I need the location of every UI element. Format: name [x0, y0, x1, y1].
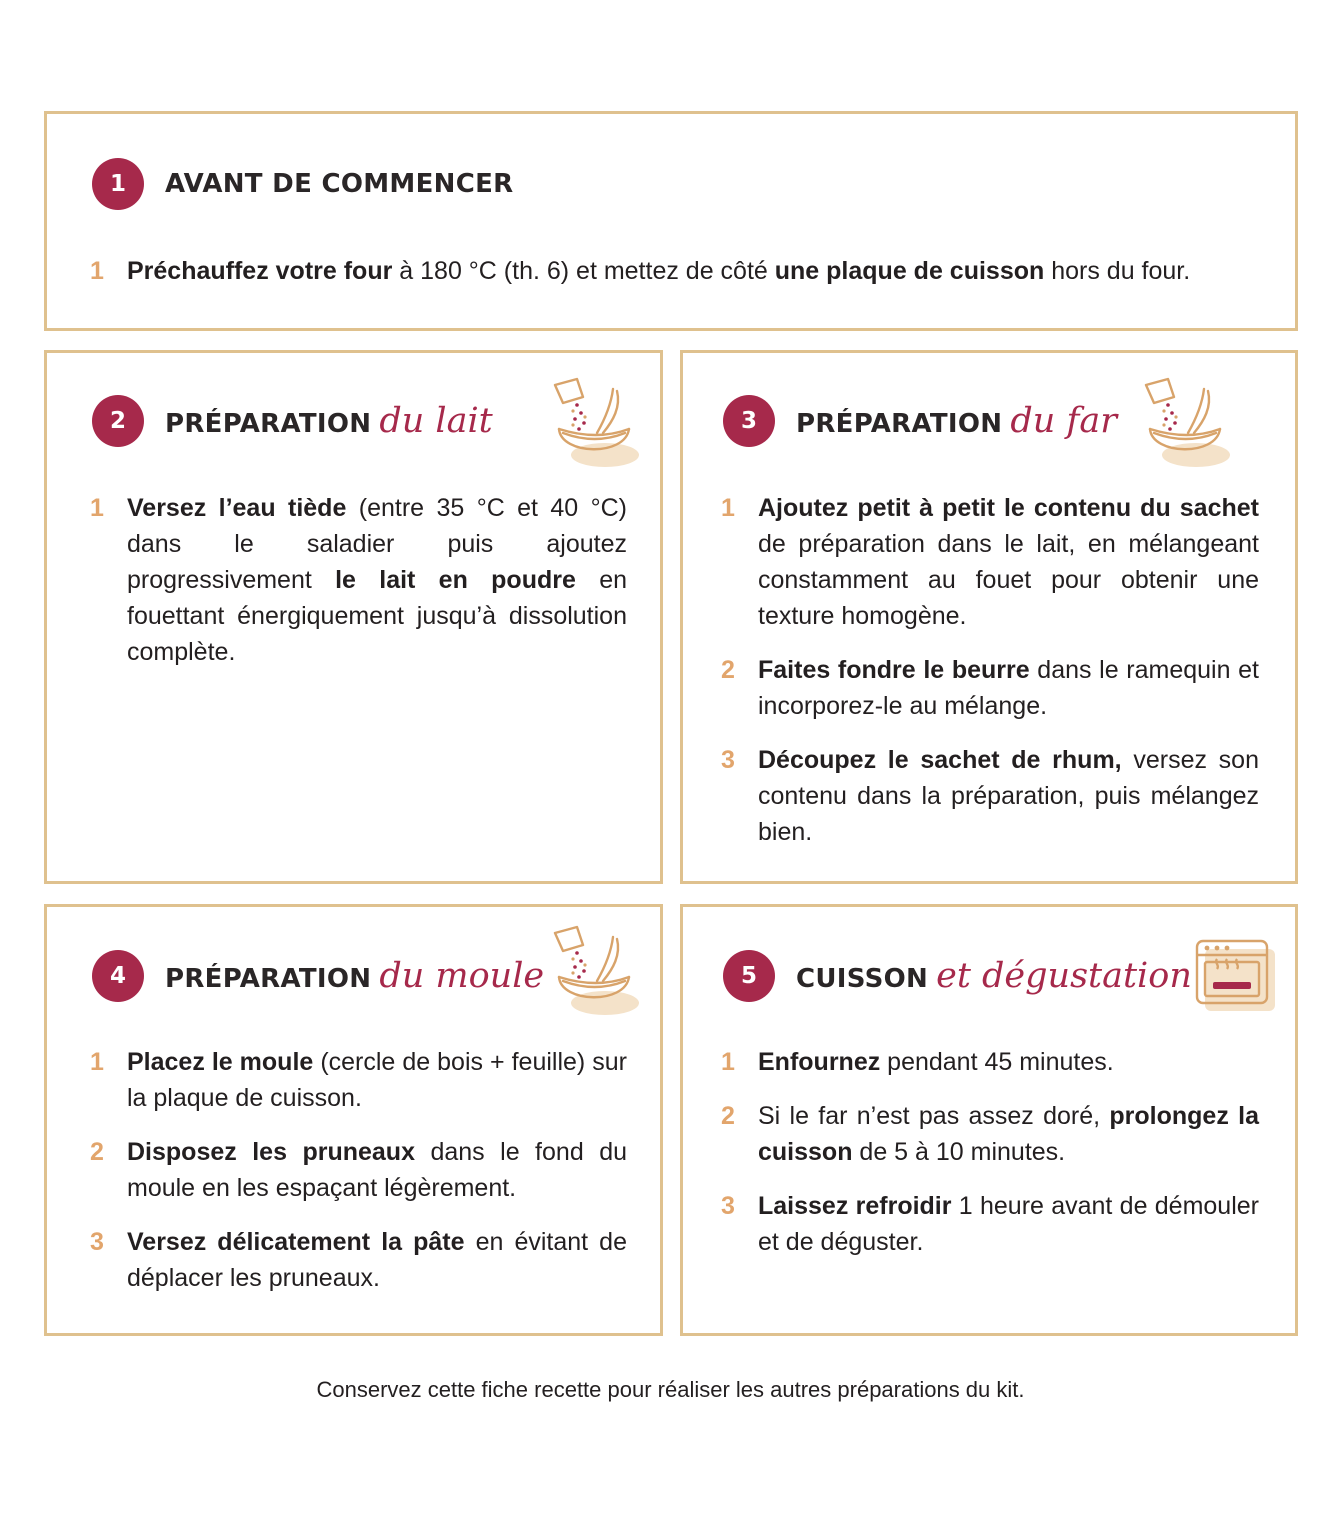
step-text-bold: Enfournez: [758, 1048, 881, 1076]
mixing-bowl-icon: [547, 375, 643, 476]
step-text-regular: (cercle de bois + feuille) sur la plaque de cuisson.: [127, 1048, 627, 1112]
step-number: 3: [721, 1192, 735, 1220]
step-list: [90, 490, 627, 688]
step-item: [721, 1098, 1259, 1170]
step-item: [721, 490, 1259, 634]
step-text-bold: Disposez les pruneaux: [127, 1138, 415, 1166]
step-number: 2: [90, 1138, 104, 1166]
step-number: 1: [90, 257, 104, 285]
step-list: [721, 490, 1259, 868]
step-text-regular: 1 heure avant de démouler et de déguster.: [758, 1192, 1259, 1256]
step-text-regular: de 5 à 10 minutes.: [852, 1138, 1066, 1166]
section-title: [165, 401, 493, 441]
step-item: [721, 1188, 1259, 1260]
step-text-regular: à 180 °C (th. 6) et mettez de côté: [392, 257, 775, 285]
step-text: [758, 1188, 1259, 1260]
step-text-bold: Laissez refroidir: [758, 1192, 952, 1220]
section-number-badge: 1: [92, 158, 144, 210]
section-title-main: PRÉPARATION: [796, 409, 1003, 439]
step-text-bold: Faites fondre le beurre: [758, 656, 1030, 684]
step-text-regular: en fouettant énergiquement jusqu’à dissolution complète.: [127, 566, 628, 666]
section-preparation-du-moule: [44, 904, 663, 1336]
step-item: [721, 742, 1259, 850]
step-item: [90, 253, 1260, 289]
step-text: [758, 652, 1259, 724]
step-text-regular: dans le ramequin et incorporez-le au mélange.: [758, 656, 1259, 720]
step-text: [127, 1044, 627, 1116]
section-title-script: du far: [1010, 401, 1117, 441]
section-header: [92, 395, 493, 447]
step-number: 3: [90, 1228, 104, 1256]
step-number: 2: [721, 1102, 735, 1130]
step-text: [127, 1224, 627, 1296]
section-title-main: AVANT DE COMMENCER: [165, 169, 514, 199]
section-header: [92, 158, 514, 210]
step-text-bold: une plaque de cuisson: [774, 257, 1045, 285]
step-text-regular: pendant 45 minutes.: [880, 1048, 1114, 1076]
step-text: [127, 1134, 627, 1206]
step-text-bold: Versez délicatement la pâte: [127, 1228, 465, 1256]
section-number-badge: 2: [92, 395, 144, 447]
step-text-bold: Préchauffez votre four: [127, 257, 393, 285]
section-title-script: du moule: [379, 956, 545, 996]
step-text: [758, 490, 1259, 634]
step-text-regular: (entre 35 °C et 40 °C) dans le saladier puis ajoutez progressivement: [127, 494, 627, 594]
step-number: 1: [90, 494, 104, 522]
step-text: [127, 490, 627, 670]
step-item: [721, 1044, 1259, 1080]
mixing-bowl-icon: [1138, 375, 1234, 476]
step-text: [758, 1098, 1259, 1170]
section-title: [796, 956, 1192, 996]
section-title: [165, 956, 544, 996]
section-number-badge: 4: [92, 950, 144, 1002]
section-title-main: CUISSON: [796, 964, 929, 994]
step-text-regular: dans le fond du moule en les espaçant légèrement.: [127, 1138, 627, 1202]
step-item: [90, 1134, 627, 1206]
step-text-regular: de préparation dans le lait, en mélangeant constamment au fouet pour obtenir une texture homogène.: [758, 530, 1259, 630]
footer-note: Conservez cette fiche recette pour réaliser les autres préparations du kit.: [316, 1377, 1025, 1402]
step-number: 2: [721, 656, 735, 684]
step-text: [758, 742, 1259, 850]
section-title: [796, 401, 1117, 441]
step-number: 1: [721, 1048, 735, 1076]
mixing-bowl-icon: [547, 923, 643, 1024]
step-item: [90, 490, 627, 670]
step-item: [721, 652, 1259, 724]
step-text-bold: Placez le moule: [127, 1048, 314, 1076]
step-list: [90, 253, 1260, 307]
step-text-bold: Ajoutez petit à petit le contenu du sachet: [758, 494, 1259, 522]
section-preparation-du-far: [680, 350, 1298, 884]
section-title-main: PRÉPARATION: [165, 409, 372, 439]
section-number-badge: 5: [723, 950, 775, 1002]
section-header: [723, 395, 1117, 447]
step-item: [90, 1044, 627, 1116]
section-avant-de-commencer: [44, 111, 1298, 331]
section-preparation-du-lait: [44, 350, 663, 884]
step-list: [721, 1044, 1259, 1278]
step-text-bold: Versez l’eau tiède: [127, 494, 347, 522]
step-text-bold: le lait en poudre: [335, 566, 576, 594]
step-text-regular: Si le far n’est pas assez doré,: [758, 1102, 1110, 1130]
step-list: [90, 1044, 627, 1314]
section-title: [165, 169, 514, 199]
step-text: [758, 1044, 1259, 1080]
step-text-bold: prolongez la cuisson: [758, 1102, 1259, 1166]
section-header: [92, 950, 544, 1002]
section-title-script: et dégustation: [936, 956, 1192, 996]
step-item: [90, 1224, 627, 1296]
section-cuisson-et-degustation: [680, 904, 1298, 1336]
section-number-badge: 3: [723, 395, 775, 447]
section-title-script: du lait: [379, 401, 493, 441]
oven-icon: [1193, 935, 1279, 1020]
step-text-regular: versez son contenu dans la préparation, puis mélangez bien.: [758, 746, 1259, 846]
step-text: [127, 253, 1260, 289]
step-text-regular: hors du four.: [1044, 257, 1191, 285]
step-text-regular: en évitant de déplacer les pruneaux.: [127, 1228, 627, 1292]
section-header: [723, 950, 1192, 1002]
step-number: 3: [721, 746, 735, 774]
section-title-main: PRÉPARATION: [165, 964, 372, 994]
step-number: 1: [721, 494, 735, 522]
step-number: 1: [90, 1048, 104, 1076]
step-text-bold: Découpez le sachet de rhum,: [758, 746, 1122, 774]
